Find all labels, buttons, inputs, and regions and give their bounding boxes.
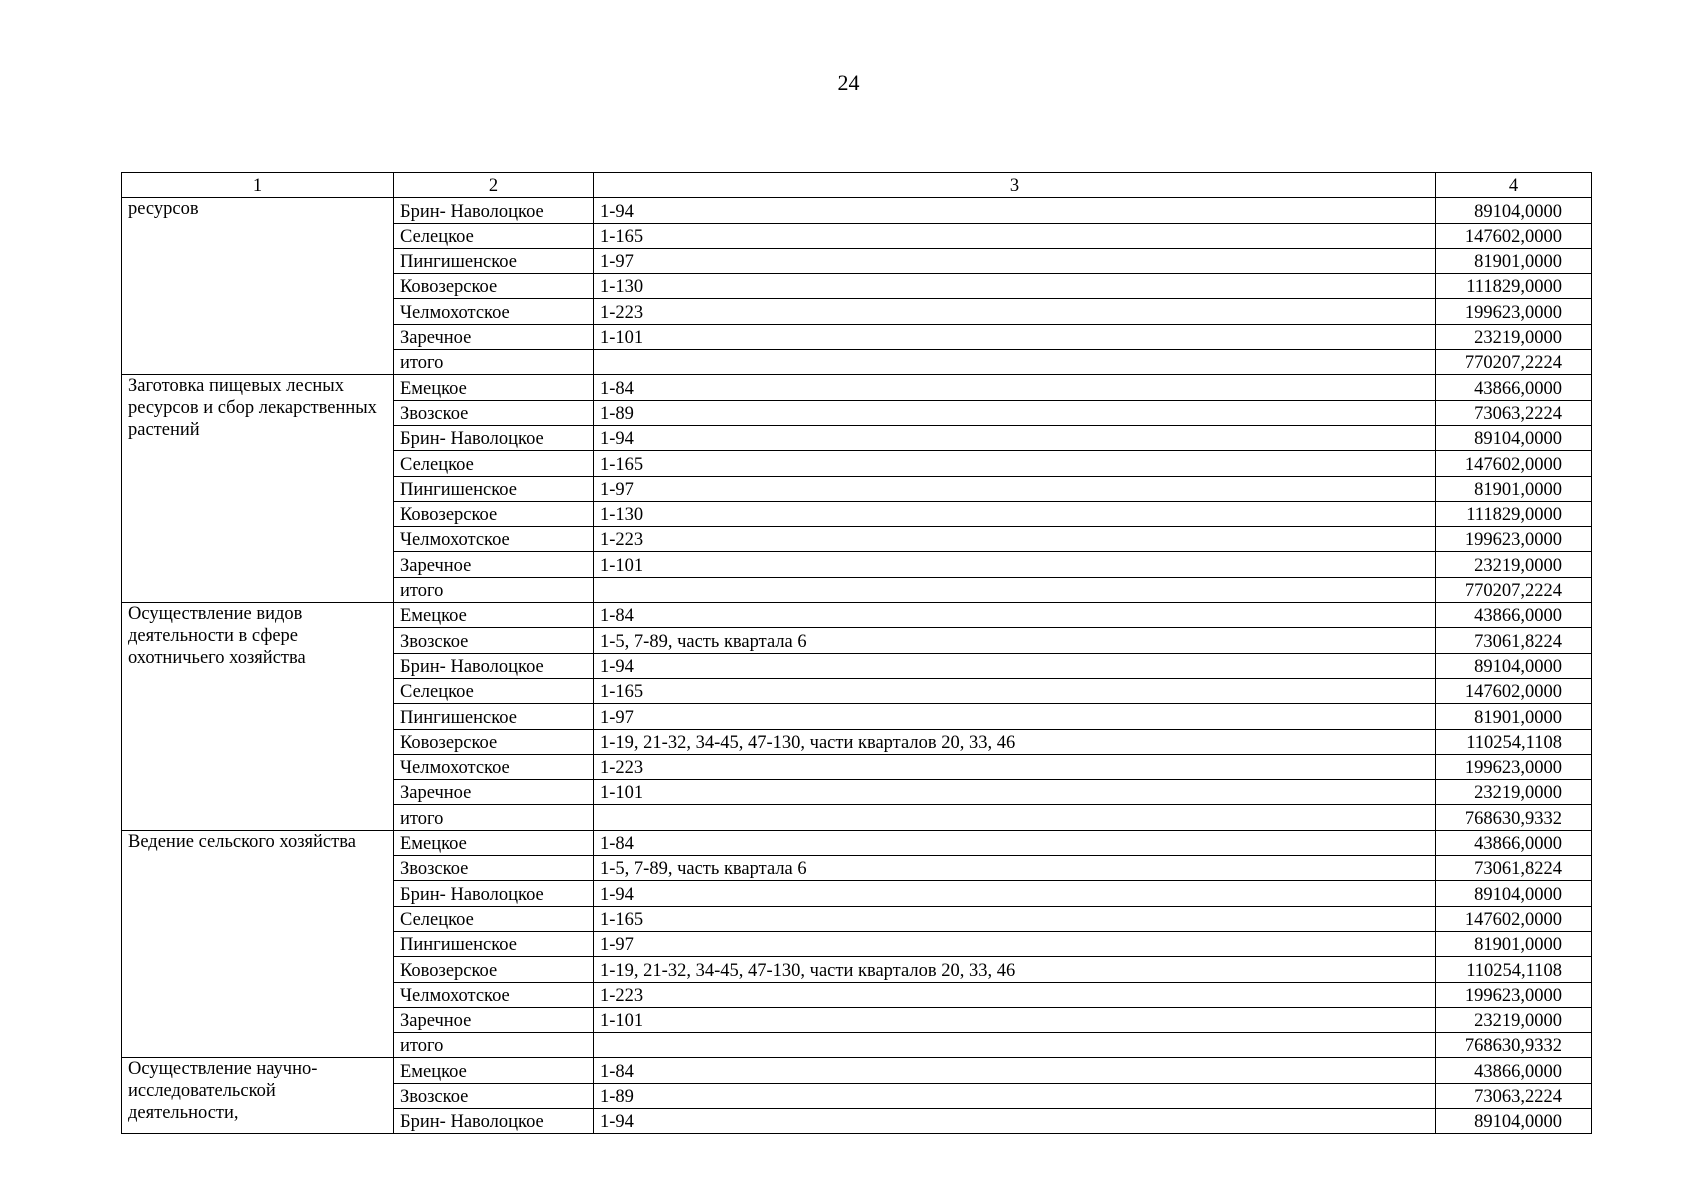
forestry-cell: Селецкое bbox=[394, 906, 594, 931]
table-body bbox=[122, 173, 1592, 1134]
area-cell: 110254,1108 bbox=[1436, 729, 1592, 754]
forestry-cell: Брин- Наволоцкое bbox=[394, 881, 594, 906]
area-cell: 89104,0000 bbox=[1436, 425, 1592, 450]
forestry-cell: Брин- Наволоцкое bbox=[394, 425, 594, 450]
area-cell: 89104,0000 bbox=[1436, 653, 1592, 678]
forestry-cell: Пингишенское bbox=[394, 931, 594, 956]
forestry-cell: Звозское bbox=[394, 1083, 594, 1108]
quarters-cell: 1-101 bbox=[594, 780, 1436, 805]
page-number: 24 bbox=[837, 70, 860, 95]
quarters-cell: 1-101 bbox=[594, 552, 1436, 577]
area-cell: 770207,2224 bbox=[1436, 577, 1592, 602]
quarters-cell: 1-5, 7-89, часть квартала 6 bbox=[594, 856, 1436, 881]
forestry-cell: Заречное bbox=[394, 780, 594, 805]
column-number-4: 4 bbox=[1436, 173, 1592, 198]
area-cell: 23219,0000 bbox=[1436, 780, 1592, 805]
table-row bbox=[122, 198, 1592, 223]
area-cell: 73061,8224 bbox=[1436, 628, 1592, 653]
quarters-cell: 1-94 bbox=[594, 425, 1436, 450]
quarters-cell: 1-223 bbox=[594, 299, 1436, 324]
activity-type-cell: Осуществление видов деятельности в сфере охотничьего хозяйства bbox=[122, 603, 394, 831]
forestry-cell: Селецкое bbox=[394, 451, 594, 476]
quarters-cell: 1-89 bbox=[594, 400, 1436, 425]
forestry-cell: Ковозерское bbox=[394, 729, 594, 754]
forestry-cell: итого bbox=[394, 1033, 594, 1058]
quarters-cell: 1-19, 21-32, 34-45, 47-130, части кварталов 20, 33, 46 bbox=[594, 957, 1436, 982]
quarters-cell: 1-94 bbox=[594, 881, 1436, 906]
area-cell: 111829,0000 bbox=[1436, 501, 1592, 526]
area-cell: 147602,0000 bbox=[1436, 906, 1592, 931]
table-row bbox=[122, 603, 1592, 628]
quarters-cell: 1-97 bbox=[594, 476, 1436, 501]
area-cell: 89104,0000 bbox=[1436, 881, 1592, 906]
forestry-cell: Звозское bbox=[394, 400, 594, 425]
activity-type-cell: ресурсов bbox=[122, 198, 394, 375]
forestry-cell: Брин- Наволоцкое bbox=[394, 1108, 594, 1133]
forestry-cell: Челмохотское bbox=[394, 754, 594, 779]
area-cell: 89104,0000 bbox=[1436, 1108, 1592, 1133]
forestry-cell: Селецкое bbox=[394, 678, 594, 703]
quarters-cell: 1-130 bbox=[594, 501, 1436, 526]
quarters-cell: 1-94 bbox=[594, 1108, 1436, 1133]
quarters-cell: 1-165 bbox=[594, 223, 1436, 248]
quarters-cell: 1-101 bbox=[594, 1007, 1436, 1032]
forestry-cell: Заречное bbox=[394, 552, 594, 577]
area-cell: 147602,0000 bbox=[1436, 223, 1592, 248]
quarters-cell: 1-84 bbox=[594, 603, 1436, 628]
forestry-cell: Звозское bbox=[394, 856, 594, 881]
quarters-cell: 1-130 bbox=[594, 274, 1436, 299]
forestry-cell: Емецкое bbox=[394, 830, 594, 855]
quarters-cell: 1-84 bbox=[594, 1058, 1436, 1083]
area-cell: 43866,0000 bbox=[1436, 1058, 1592, 1083]
forestry-cell: итого bbox=[394, 577, 594, 602]
forestry-cell: Челмохотское bbox=[394, 982, 594, 1007]
area-cell: 73063,2224 bbox=[1436, 1083, 1592, 1108]
area-cell: 110254,1108 bbox=[1436, 957, 1592, 982]
area-cell: 199623,0000 bbox=[1436, 754, 1592, 779]
quarters-cell bbox=[594, 577, 1436, 602]
area-cell: 81901,0000 bbox=[1436, 704, 1592, 729]
quarters-cell: 1-97 bbox=[594, 704, 1436, 729]
forestry-cell: Селецкое bbox=[394, 223, 594, 248]
quarters-cell: 1-165 bbox=[594, 906, 1436, 931]
forestry-cell: Пингишенское bbox=[394, 248, 594, 273]
area-cell: 770207,2224 bbox=[1436, 350, 1592, 375]
quarters-cell: 1-223 bbox=[594, 754, 1436, 779]
column-number-3: 3 bbox=[594, 173, 1436, 198]
quarters-cell: 1-101 bbox=[594, 324, 1436, 349]
area-cell: 111829,0000 bbox=[1436, 274, 1592, 299]
forestry-cell: Емецкое bbox=[394, 603, 594, 628]
forestry-cell: Брин- Наволоцкое bbox=[394, 198, 594, 223]
area-cell: 73061,8224 bbox=[1436, 856, 1592, 881]
quarters-cell: 1-84 bbox=[594, 830, 1436, 855]
quarters-cell: 1-89 bbox=[594, 1083, 1436, 1108]
area-cell: 147602,0000 bbox=[1436, 678, 1592, 703]
forestry-cell: Брин- Наволоцкое bbox=[394, 653, 594, 678]
forestry-cell: Емецкое bbox=[394, 1058, 594, 1083]
quarters-cell bbox=[594, 805, 1436, 830]
forestry-cell: Заречное bbox=[394, 1007, 594, 1032]
quarters-cell bbox=[594, 1033, 1436, 1058]
area-cell: 81901,0000 bbox=[1436, 476, 1592, 501]
table-row bbox=[122, 1058, 1592, 1083]
quarters-cell: 1-97 bbox=[594, 248, 1436, 273]
table-row bbox=[122, 375, 1592, 400]
area-cell: 81901,0000 bbox=[1436, 248, 1592, 273]
activity-type-cell: Осуществление научно-исследовательской деятельности, bbox=[122, 1058, 394, 1134]
quarters-cell: 1-5, 7-89, часть квартала 6 bbox=[594, 628, 1436, 653]
quarters-cell: 1-84 bbox=[594, 375, 1436, 400]
quarters-cell: 1-94 bbox=[594, 653, 1436, 678]
quarters-cell: 1-165 bbox=[594, 678, 1436, 703]
quarters-cell: 1-165 bbox=[594, 451, 1436, 476]
area-cell: 23219,0000 bbox=[1436, 1007, 1592, 1032]
area-cell: 199623,0000 bbox=[1436, 527, 1592, 552]
forestry-cell: Ковозерское bbox=[394, 274, 594, 299]
forest-use-table bbox=[121, 172, 1592, 1134]
forestry-cell: Пингишенское bbox=[394, 704, 594, 729]
forestry-cell: Пингишенское bbox=[394, 476, 594, 501]
table-row bbox=[122, 830, 1592, 855]
area-cell: 768630,9332 bbox=[1436, 805, 1592, 830]
area-cell: 43866,0000 bbox=[1436, 830, 1592, 855]
forestry-cell: Звозское bbox=[394, 628, 594, 653]
area-cell: 73063,2224 bbox=[1436, 400, 1592, 425]
quarters-cell: 1-223 bbox=[594, 527, 1436, 552]
forestry-cell: Ковозерское bbox=[394, 501, 594, 526]
forestry-cell: Емецкое bbox=[394, 375, 594, 400]
forestry-cell: итого bbox=[394, 350, 594, 375]
forestry-cell: итого bbox=[394, 805, 594, 830]
forestry-cell: Заречное bbox=[394, 324, 594, 349]
area-cell: 43866,0000 bbox=[1436, 603, 1592, 628]
area-cell: 81901,0000 bbox=[1436, 931, 1592, 956]
area-cell: 43866,0000 bbox=[1436, 375, 1592, 400]
quarters-cell: 1-223 bbox=[594, 982, 1436, 1007]
area-cell: 147602,0000 bbox=[1436, 451, 1592, 476]
area-cell: 89104,0000 bbox=[1436, 198, 1592, 223]
area-cell: 199623,0000 bbox=[1436, 299, 1592, 324]
column-number-2: 2 bbox=[394, 173, 594, 198]
quarters-cell: 1-94 bbox=[594, 198, 1436, 223]
quarters-cell bbox=[594, 350, 1436, 375]
quarters-cell: 1-19, 21-32, 34-45, 47-130, части кварталов 20, 33, 46 bbox=[594, 729, 1436, 754]
area-cell: 768630,9332 bbox=[1436, 1033, 1592, 1058]
forestry-cell: Челмохотское bbox=[394, 527, 594, 552]
activity-type-cell: Ведение сельского хозяйства bbox=[122, 830, 394, 1058]
area-cell: 199623,0000 bbox=[1436, 982, 1592, 1007]
activity-type-cell: Заготовка пищевых лесных ресурсов и сбор лекарственных растений bbox=[122, 375, 394, 603]
forestry-cell: Челмохотское bbox=[394, 299, 594, 324]
quarters-cell: 1-97 bbox=[594, 931, 1436, 956]
column-number-1: 1 bbox=[122, 173, 394, 198]
area-cell: 23219,0000 bbox=[1436, 324, 1592, 349]
forestry-cell: Ковозерское bbox=[394, 957, 594, 982]
area-cell: 23219,0000 bbox=[1436, 552, 1592, 577]
column-number-row bbox=[122, 173, 1592, 198]
